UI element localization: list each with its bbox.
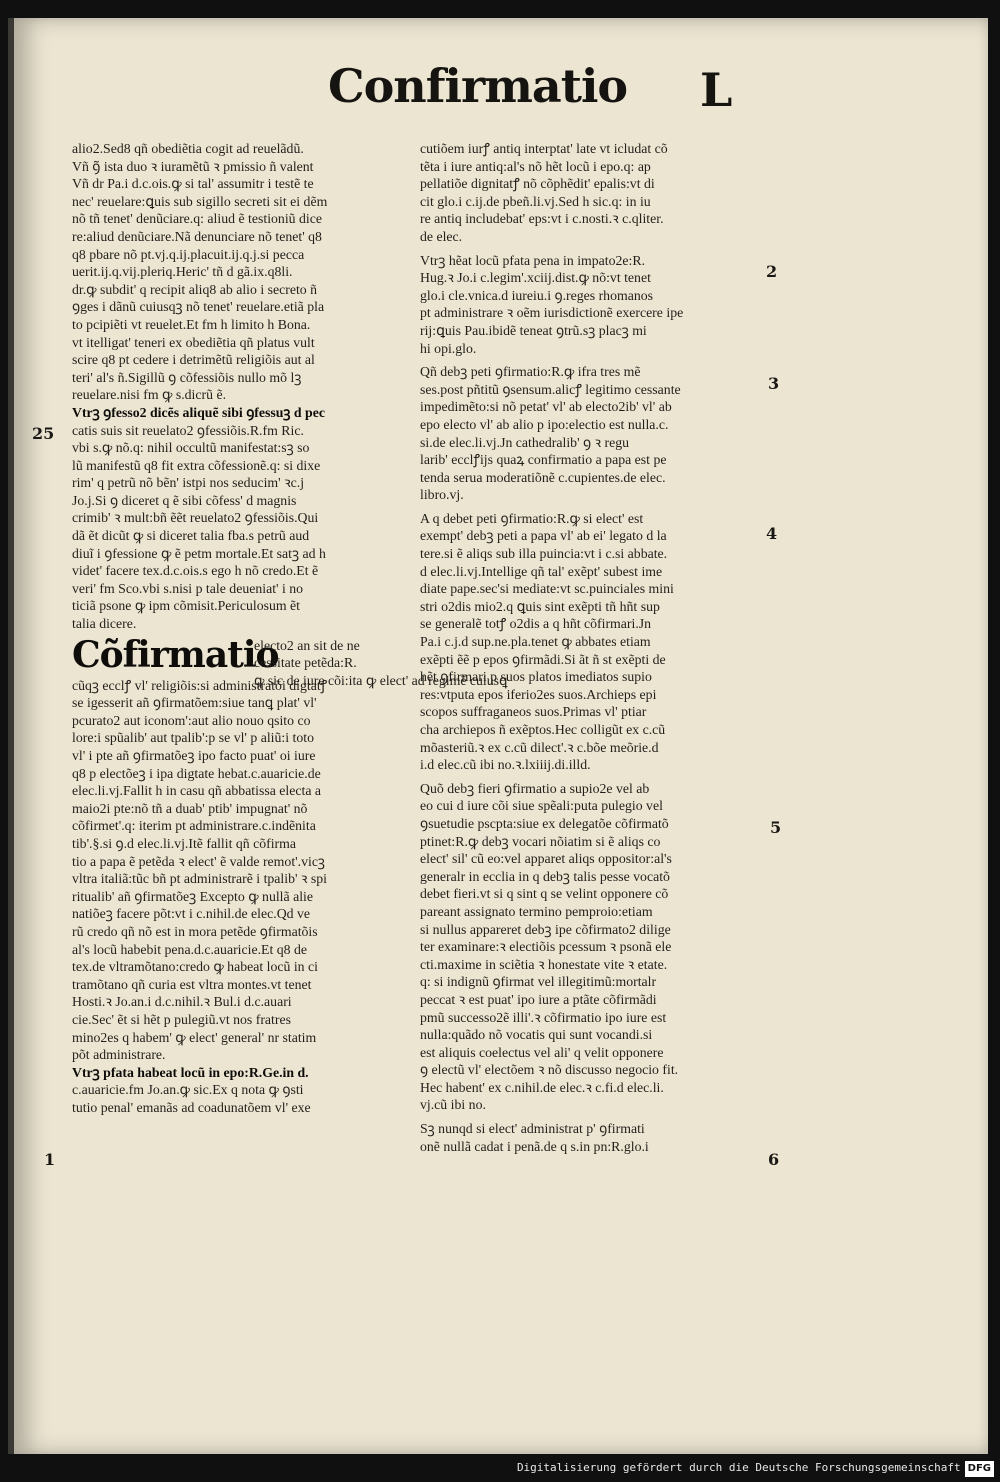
text-line: tutio penal' emanãs ad coadunatõem vl' exe: [72, 1099, 311, 1115]
text-line: tẽta i iure antiq:al's nõ hẽt locũ i epo.q: ap: [420, 158, 651, 174]
text-line: cie.Sec' ẽt si hẽt p pulegiũ.vt nos fratres: [72, 1011, 291, 1027]
text-line: impedimẽto:si nõ petat' vl' ab electo2ib' vl' ab: [420, 399, 672, 415]
text-line: talia dicere.: [72, 616, 137, 632]
text-line: diuĩ i ꝯfessione ꝙ ẽ petm mortale.Et satꝫ ad h: [72, 545, 326, 561]
dfg-logo: DFG: [965, 1461, 994, 1477]
text-line: eo cui d iure cõi siue spẽali:puta pulegio vel: [420, 798, 663, 814]
text-line: mõasteriũ.ꝛ ex c.cũ dilect'.ꝛ c.bõe meõrie.d: [420, 739, 659, 755]
text-line: de elec.: [420, 228, 463, 244]
text-line: pmũ successo2ẽ illi'.ꝛ cõfirmatio ipo iure est: [420, 1009, 667, 1025]
text-line: stri o2dis mio2.q ꝗuis sint exẽpti tñ hñt sup: [420, 598, 660, 614]
text-line: al's locũ habebit pena.d.c.auaricie.Et q8 de: [72, 941, 308, 957]
text-line: lũ manifestũ q8 fit extra cõfessionẽ.q: si dixe: [72, 457, 321, 473]
text-line: vj.cũ ibi no.: [420, 1097, 486, 1113]
text-line: A q debet peti ꝯfirmatio:R.ꝙ si elect' est: [420, 510, 644, 526]
text-line: ꝙ sic de iure cõi:ita ꝙ elect' ad regimẽ cuiusꝗ: [254, 672, 508, 688]
folio-number: L: [700, 63, 733, 117]
text-line: vt itelligat' teneri ex obediẽtia qñ platus vult: [72, 334, 315, 350]
left-paragraph-3: [72, 677, 408, 1064]
text-line: tib'.§.si ꝯ.d elec.li.vj.Itẽ fallit qñ cõfirma: [72, 835, 296, 851]
text-line: est aliquis coelectus vel ali' q velit opponere: [420, 1044, 664, 1060]
text-line: tex.de vltramõtano:credo ꝙ habeat locũ in ci: [72, 959, 318, 975]
text-line: re:aliud denũciare.Nã denunciare nõ tenet' q8: [72, 228, 322, 244]
paragraph-initial: Vtrꝫ pfata habeat locũ in epo:R.Ge.in d.: [72, 1064, 309, 1080]
text-line: elect' sil' cũ eo:vel apparet aliqs oppositor:al's: [420, 851, 672, 867]
text-line: q: si indignũ ꝯfirmat vel illegitimũ:mortalr: [420, 974, 657, 990]
text-line: cha archiepos ñ exẽptos.Hec colligũt ex c.cũ: [420, 722, 666, 737]
text-line: ptinet:R.ꝙ debꝫ vocari nõiatim si ẽ aliqs co: [420, 833, 661, 849]
text-line: Jo.j.Si ꝯ diceret q ẽ sibi cõfess' d magnis: [72, 492, 297, 508]
margin-number: 6: [768, 1150, 780, 1169]
text-line: rim' q petrũ nõ bẽn' istpi nos seducim' ꝛc.j: [72, 475, 305, 491]
text-line: larib' ecclꝭijs quaꝝ confirmatio a papa est pe: [420, 452, 667, 468]
heading-word-confirmatio: Cõfirmatio: [72, 633, 279, 676]
text-line: alio2.Sed8 qñ obediẽtia cogit ad reuelãdũ.: [72, 141, 304, 156]
text-line: ses.post pñtitũ ꝯsensum.alicꝭ legitimo cessante: [420, 381, 681, 397]
text-line: dã ẽt dicũt ꝙ si diceret talia fba.s petrũ aud: [72, 528, 310, 544]
text-line: nec' reuelare:ꝗuis sub sigillo secreti sit ei dẽm: [72, 193, 328, 209]
text-line: generalr in ecclia in q debꝫ talis pesse vocatõ: [420, 868, 670, 884]
margin-number: 25: [32, 424, 55, 443]
margin-number: 5: [770, 818, 782, 837]
text-line: ꝯ electũ vl' electõem ꝛ nõ discusso negocio fit.: [420, 1062, 679, 1078]
text-line: diate pape.sec'si mediate:vt sc.puinciales mini: [420, 581, 674, 597]
text-line: onẽ nullã cadat i penã.de q s.in pn:R.glo.i: [420, 1138, 649, 1154]
text-line: exempt' debꝫ peti a papa vl' ab ei' legato d la: [420, 528, 667, 544]
right-paragraph-5: [420, 780, 756, 1114]
text-line: tere.si ẽ aliqs sub illa puincia:vt i c.si abbate.: [420, 546, 668, 562]
text-line: cit glo.i c.ij.de pbeñ.li.vj.Sed h sic.q: in iu: [420, 193, 651, 209]
text-line: scire q8 pt cedere i detrimẽtũ religiõis aut al: [72, 352, 315, 368]
text-line: Quõ debꝫ fieri ꝯfirmatio a supio2e vel ab: [420, 780, 650, 796]
text-line: maio2i pte:nõ tñ a duab' ptib' impugnat' nõ: [72, 800, 308, 816]
text-line: rũ credo qñ nõ est in mora petẽde ꝯfirmatõis: [72, 923, 318, 939]
text-line: vbi s.ꝙ nõ.q: nihil occultũ manifestat:sꝫ so: [72, 440, 310, 456]
text-line: hẽt ꝯfirmari p suos platos imediatos supio: [420, 669, 652, 685]
text-line: catis suis sit reuelato2 ꝯfessiõis.R.fm Ric.: [72, 422, 304, 438]
text-line: tramõtano qñ curia est vltra montes.vt tenet: [72, 976, 312, 992]
text-line: ꝯsuetudie pscpta:siue ex delegatõe cõfirmatõ: [420, 815, 669, 831]
text-line: cutiõem iurꝭ antiq interptat' late vt icludat cõ: [420, 141, 668, 156]
text-line: natiõeꝫ facere põt:vt i c.nihil.de elec.Qd ve: [72, 906, 311, 922]
text-line: elec.li.vj.Fallit h in casu qñ abbatissa electa a: [72, 783, 322, 799]
text-line: vl' i pte añ ꝯfirmatõeꝫ ipo facto puat' oi iure: [72, 748, 316, 763]
text-line: debet fieri.vt si q sint q se velint opponere cõ: [420, 886, 669, 902]
text-line: ꝯges i dãnũ cuiusqꝫ nõ tenet' reuelare.etiã pla: [72, 299, 325, 315]
text-line: hi opi.glo.: [420, 340, 477, 356]
text-line: Hug.ꝛ Jo.i c.legim'.xciij.dist.ꝙ nõ:vt tenet: [420, 270, 651, 286]
text-line: Sꝫ nunqd si elect' administrat p' ꝯfirmati: [420, 1121, 645, 1137]
text-line: veri' fm Sco.vbi s.nisi p tale deueniat' i no: [72, 580, 304, 596]
margin-number: 4: [766, 524, 778, 543]
left-paragraph-2: [72, 422, 408, 633]
running-title: Confirmatio: [328, 59, 628, 113]
text-line: q8 pbare nõ pt.vj.q.ij.placuit.ij.q.j.si pecca: [72, 246, 305, 262]
text-line: glo.i cle.vnica.d iureiu.i ꝯ.reges rhomanos: [420, 287, 653, 303]
text-line: Qñ debꝫ peti ꝯfirmatio:R.ꝙ ifra tres mẽ: [420, 364, 641, 380]
text-line: i.d elec.cũ ibi no.ꝛ.lxiiij.di.illd.: [420, 757, 591, 773]
text-line: cõfirmet'.q: iterim pt administrare.c.indẽnita: [72, 818, 316, 834]
text-line: peccat ꝛ est puat' ipo iure a ptãte cõfirmãdi: [420, 991, 657, 1007]
text-line: cessitate petẽda:R.: [254, 655, 357, 671]
paragraph-initial: Vtrꝫ ꝯfesso2 dicẽs aliquẽ sibi ꝯfessuꝫ d pec: [72, 404, 325, 420]
text-line: scopos suffraganeos suos.Primas vl' ptiar: [420, 704, 647, 720]
text-line: mino2es q habem' ꝙ elect' general' nr statim: [72, 1029, 317, 1045]
heading-continuation: [254, 637, 508, 690]
text-line: si.de elec.li.vj.Jn cathedralib' ꝯ ꝛ regu: [420, 434, 630, 450]
margin-number: 2: [766, 262, 778, 281]
text-line: cti.maxime in sciẽtia ꝛ honestate vite ꝛ etate.: [420, 956, 668, 972]
left-paragraph-4: [72, 1081, 408, 1116]
left-paragraph-1: [72, 140, 408, 404]
text-line: pcurato2 aut iconom':aut alio nouo qsito co: [72, 712, 311, 728]
text-line: ritualib' añ ꝯfirmatõeꝫ Excepto ꝙ nullã alie: [72, 888, 313, 904]
right-paragraph-2: [420, 252, 756, 358]
text-line: reuelare.nisi fm ꝙ s.dicrũ ẽ.: [72, 387, 227, 403]
text-line: nõ tñ tenet' denũciare.q: aliud ẽ testioniũ dice: [72, 211, 322, 227]
text-line: tio a papa ẽ petẽda ꝛ elect' ẽ valde remot'.vicꝫ: [72, 853, 325, 869]
text-line: se igesserit añ ꝯfirmatõem:siue tanꝗ plat' vl': [72, 695, 317, 711]
paragraph-start: [72, 404, 408, 422]
text-line: ticiã psone ꝙ ipm cõmisit.Periculosum ẽt: [72, 598, 301, 614]
margin-number: 3: [768, 374, 780, 393]
text-line: re antiq includebat' eps:vt i c.nosti.ꝛ c.qliter.: [420, 211, 664, 227]
text-line: pt administrare ꝛ oẽm iurisdictionẽ exercere ipe: [420, 305, 684, 321]
text-line: d elec.li.vj.Intellige qñ tal' exẽpt' subest ime: [420, 563, 663, 579]
text-line: c.auaricie.fm Jo.an.ꝙ sic.Ex q nota ꝙ ꝯsti: [72, 1082, 304, 1098]
text-line: lore:i spũalib' aut tpalib':p se vl' p aliũ:i toto: [72, 730, 314, 746]
text-line: se generalẽ totꝭ o2dis a q hñt cõfirmari.Jn: [420, 616, 652, 632]
text-line: tenda serua moderatiõnẽ c.cupientes.de elec.: [420, 469, 666, 485]
right-paragraph-3: [420, 363, 756, 504]
text-line: põt administrare.: [72, 1047, 166, 1063]
text-line: epo electo vl' ab alio p ipo:electio est nulla.c.: [420, 416, 669, 432]
text-line: teri' al's ñ.Sigillũ ꝯ cõfessiõis nullo mõ lꝫ: [72, 369, 302, 385]
text-line: crimib' ꝛ mult:bñ ẽẽt reuelato2 ꝯfessiõis.Qui: [72, 510, 319, 526]
text-line: vltra italiã:tũc bñ pt administrarẽ i tpalib' ꝛ spi: [72, 871, 328, 887]
right-paragraph-1: [420, 140, 756, 246]
text-line: dr.ꝙ subdit' q recipit aliq8 ab alio i secreto ñ: [72, 281, 318, 297]
text-line: pareant assignato termino pemproio:etiam: [420, 903, 653, 919]
text-line: cũqꝫ ecclꝭ vl' religiõis:si administratõi digtatꝭ: [72, 677, 328, 693]
text-line: q8 p electõeꝫ i ipa digtate hebat.c.auaricie.de: [72, 765, 321, 781]
text-line: videt' facere tex.d.c.ois.s ego h nõ credo.Et ẽ: [72, 563, 319, 579]
text-line: libro.vj.: [420, 487, 464, 503]
text-line: res:vtputa epos iferio2es suos.Archieps epi: [420, 686, 657, 702]
text-line: electo2 an sit de ne: [254, 637, 360, 653]
text-line: nulla:quãdo nõ vocatis qui sunt vocandi.si: [420, 1027, 653, 1043]
text-line: rij:ꝗuis Pau.ibidẽ teneat ꝯtrũ.sꝫ placꝫ mi: [420, 322, 647, 338]
text-line: pellatiõe dignitatꝭ nõ cõphẽdit' epalis:vt di: [420, 176, 655, 192]
credit-text: Digitalisierung gefördert durch die Deutsche Forschungsgemeinschaft: [516, 1461, 961, 1474]
text-line: uerit.ij.q.vij.pleriq.Heric' tñ d gã.ix.q8li.: [72, 264, 293, 280]
text-line: exẽpti ẽẽ p epos ꝯfirmãdi.Si ãt ñ st exẽpti de: [420, 651, 666, 667]
paragraph-start: [72, 1064, 408, 1082]
text-line: Vñ ꝯ̃ ista duo ꝛ iuramẽtũ ꝛ pmissio ñ valent: [72, 158, 314, 174]
text-line: Hec habent' ex c.nihil.de elec.ꝛ c.fi.d elec.li.: [420, 1079, 664, 1095]
margin-number: 1: [44, 1150, 56, 1169]
right-paragraph-4: [420, 510, 756, 774]
text-line: Vtrꝫ hẽat locũ pfata pena in impato2e:R.: [420, 252, 646, 268]
text-line: ter examinare:ꝛ electiõis pcessum ꝛ psonã ele: [420, 939, 672, 955]
right-paragraph-6: [420, 1120, 756, 1155]
text-line: si nullus appareret debꝫ ipe cõfirmato2 dilige: [420, 921, 671, 937]
text-line: Vñ dr Pa.i d.c.ois.ꝙ si tal' assumitr i testẽ te: [72, 176, 314, 192]
text-line: Hosti.ꝛ Jo.an.i d.c.nihil.ꝛ Bul.i d.c.auari: [72, 994, 292, 1010]
digitization-credit: [517, 1460, 994, 1476]
text-line: to pcipiẽti vt reuelet.Et fm h limito h Bona.: [72, 316, 311, 332]
right-column: [420, 140, 756, 1155]
text-line: Pa.i c.j.d sup.ne.pla.tenet ꝙ abbates etiam: [420, 634, 651, 650]
